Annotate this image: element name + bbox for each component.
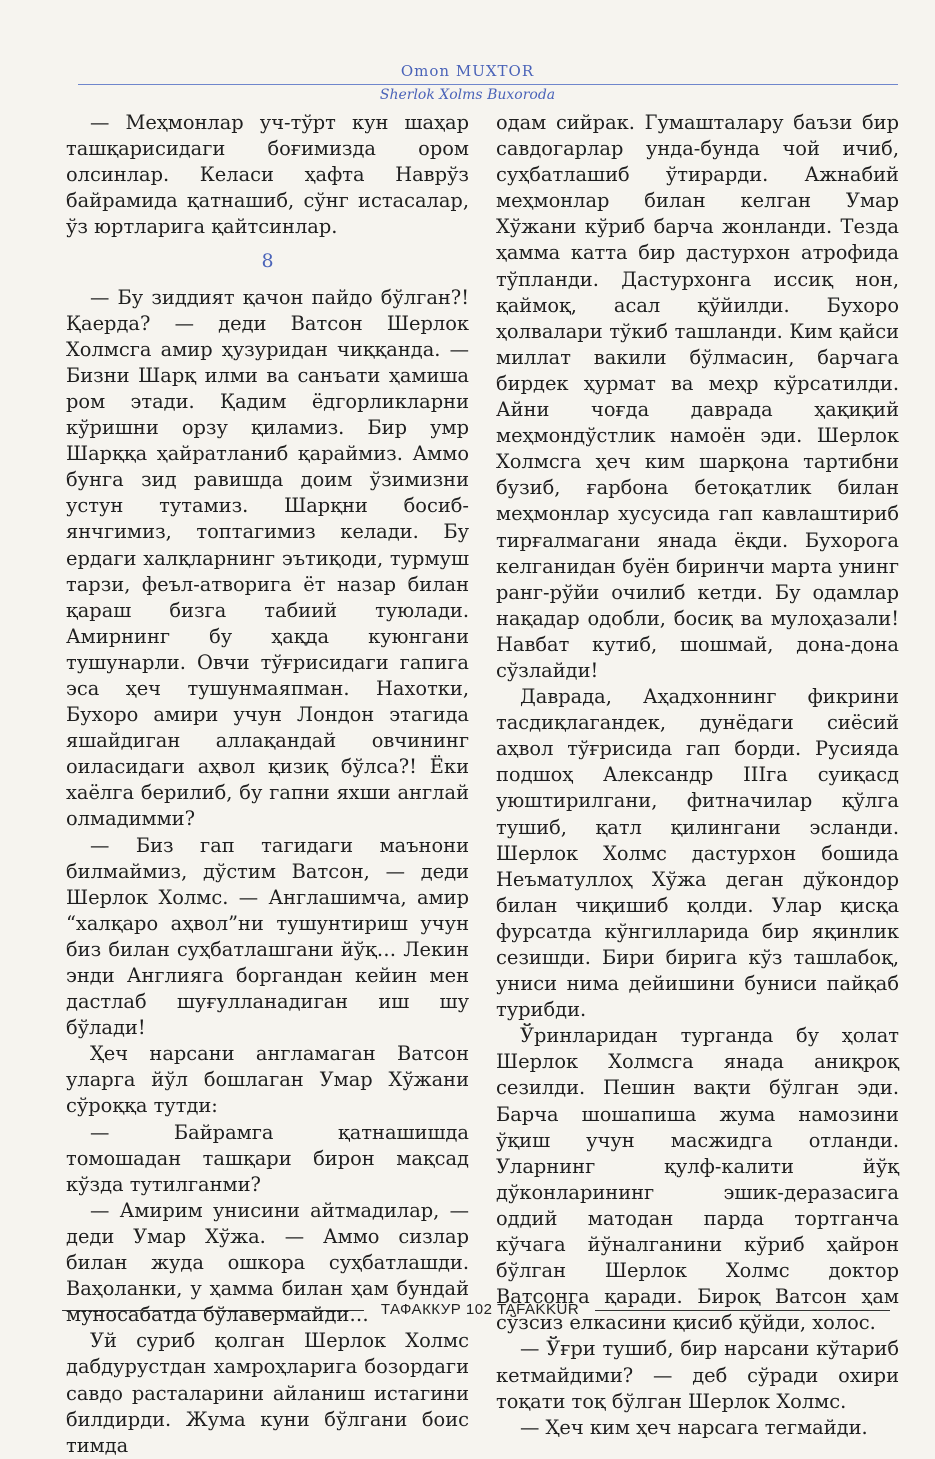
header-author: Omon MUXTOR <box>400 62 535 80</box>
paragraph: — Амирим унисини айтмадилар, — деди Умар Хўжа. — Аммо сизлар билан жуда ошкора суҳбатлашди. Ваҳоланки, у ҳамма билан ҳам бундай муносабатда бўлавермайди… <box>66 1198 469 1327</box>
footer-rule-left <box>62 1310 364 1311</box>
paragraph: Ҳеч нарсани англамаган Ватсон уларга йўл бошлаган Умар Хўжани сўроққа тутди: <box>66 1042 469 1118</box>
paragraph: Ўринларидан турганда бу ҳолат Шерлок Холмсга янада аниқроқ сезилди. Пешин вақти бўлган эди. Барча шошапиша жума намозини ўқиш учун масжидга отланди. Уларнинг қулф-калити йўқ дўконларининг эшик-деразасига оддий матодан парда тортганча кўчага йўналганини кўриб ҳайрон бўлган Шерлок Холмс доктор Ватсонга қаради. Бироқ Ватсон ҳам сўзсиз елкасини қисиб қўйди, холос. <box>496 1024 899 1335</box>
footer-rule-right <box>595 1310 890 1311</box>
section-number: 8 <box>261 250 274 273</box>
header-rule <box>78 84 898 85</box>
paragraph: — Байрамга қатнашишда томошадан ташқари бирон мақсад кўзда тутилганми? <box>66 1120 469 1196</box>
paragraph: — Бу зиддият қачон пайдо бўлган?! Қаерда? — деди Ватсон Шерлок Холмсга амир ҳузуридан чиққанда. — Бизни Шарқ илми ва санъати ҳамиша ром этади. Қадим ёдгорликларни кўришни орзу қиламиз. Бир умр Шарққа ҳайратланиб қараймиз. Аммо бунга зид равишда доим ўзимизни устун тутамиз. Шарқни босиб-янчгимиз, топтагимиз келади. Бу ердаги халқларнинг эътиқоди, турмуш тарзи, феъл-атворига ёт назар билан қараш бизга табиий туюлади. Амирнинг бу ҳақда куюнгани тушунарли. Овчи тўғрисидаги гапига эса ҳеч тушунмаяпман. Нахотки, Бухоро амири учун Лондон этагида яшайдиган аллақандай овчининг оиласидаги аҳвол қизиқ бўлса?! Ёки хаёлга берилиб, бу гапни яхши англай олмадимми? <box>66 285 469 831</box>
right-column <box>496 110 899 1441</box>
paragraph-continuation: одам сийрак. Гумашталару баъзи бир савдогарлар унда-бунда чой ичиб, суҳбатлашиб ўтирарди. Ажнабий меҳмонлар билан келган Умар Хўжани кўриб барча жонланди. Тезда ҳамма катта бир дастурхон атрофида тўпланди. Дастурхонга иссиқ нон, қаймоқ, асал қўйилди. Бухоро ҳолвалари тўкиб ташланди. Ким қайси миллат вакили бўлмасин, барчага бирдек ҳурмат ва меҳр кўрсатилди. Айни чоғда даврада ҳақиқий меҳмондўстлик намоён эди. Шерлок Холмсга ҳеч ким шарқона тартибни бузиб, ғарбона бетоқатлик билан меҳмонлар хусусида гап кавлаштириб тирғалмагани янада ёқди. Бухорога келганидан буён биринчи марта унинг ранг-рўйи очилиб кетди. Бу одамлар нақадар одобли, босиқ ва мулоҳазали! Навбат кутиб, шошмай, дона-дона сўзлайди! <box>496 111 899 682</box>
footer-page-label: ТАФАККУР 102 TAFAKKUR <box>380 1301 580 1318</box>
header-title: Sherlok Xolms Buxoroda <box>379 87 556 103</box>
left-column <box>66 110 469 1459</box>
paragraph: — Биз гап тагидаги маънони билмаймиз, дўстим Ватсон, — деди Шерлок Холмс. — Англашимча, амир “халқаро аҳвол”ни тушунтириш учун биз билан суҳбатлашгани йўқ… Лекин энди Англияга боргандан кейин мен дастлаб шуғулланадиган иш шу бўлади! <box>66 833 469 1040</box>
paragraph: — Ҳеч ким ҳеч нарсага тегмайди. <box>520 1415 868 1439</box>
paragraph: Уй суриб қолган Шерлок Холмс дабдурустдан хамроҳларига бозордаги савдо расталарини айланиш истагини билдирди. Жума куни бўлгани боис тимда <box>66 1329 469 1457</box>
paragraph: Даврада, Аҳадхоннинг фикрини тасдиқлагандек, дунёдаги сиёсий аҳвол тўғрисида гап борди. Русияда подшоҳ Александр IIIга суиқасд уюштирилгани, фитначилар қўлга тушиб, қатл қилингани эсланди. Шерлок Холмс дастурхон бошида Неъматуллоҳ Хўжа деган дўкондор билан чиқишиб қолди. Улар қисқа фурсатда кўнгилларида бир яқинлик сезишди. Бири бирига кўз ташлабоқ, униси нима дейишини буниси пайқаб турибди. <box>496 685 899 1022</box>
paragraph: — Ўғри тушиб, бир нарсани кўтариб кетмайдими? — деб сўради охири тоқати тоқ бўлган Шерлок Холмс. <box>496 1337 899 1413</box>
paragraph: — Меҳмонлар уч-тўрт кун шаҳар ташқарисидаги боғимизда ором олсинлар. Келаси ҳафта Наврўз байрамида қатнашиб, сўнг истасалар, ўз юртларига қайтсинлар. <box>66 111 469 239</box>
